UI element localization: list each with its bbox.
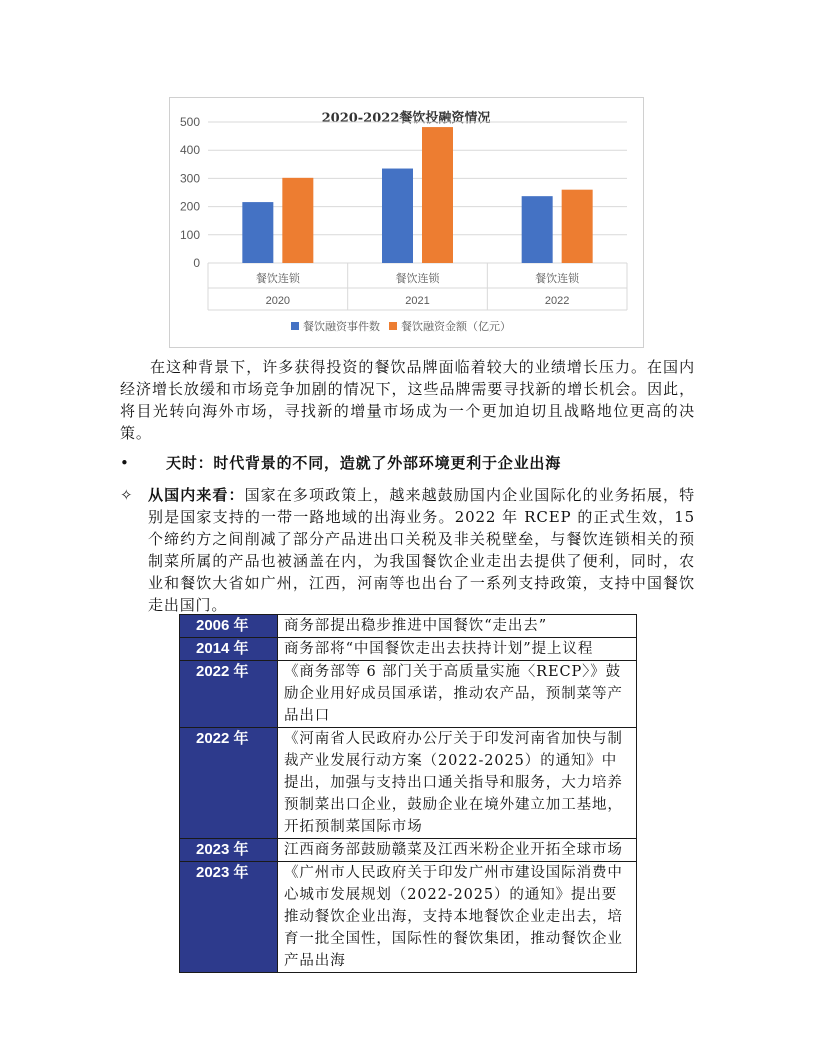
bar-events xyxy=(242,202,273,263)
investment-chart xyxy=(169,97,644,348)
policy-row xyxy=(180,638,637,661)
policy-row xyxy=(180,615,637,638)
policy-year: 2022 年 xyxy=(180,661,278,728)
policy-row xyxy=(180,862,637,973)
legend-label: 餐饮融资金额（亿元） xyxy=(401,320,511,333)
chart-svg xyxy=(170,98,643,347)
legend-swatch xyxy=(291,322,299,330)
x-group-label: 2021 xyxy=(405,295,430,307)
policy-year: 2023 年 xyxy=(180,862,278,973)
policy-row xyxy=(180,839,637,862)
y-tick-label: 400 xyxy=(179,143,200,158)
diamond-icon: ✧ xyxy=(120,486,133,504)
domestic-paragraph xyxy=(148,484,695,616)
y-tick-label: 200 xyxy=(179,199,200,214)
chart-title: 2020-2022餐饮投融资情况 xyxy=(321,111,491,126)
y-tick-label: 300 xyxy=(179,171,200,186)
bar-amount xyxy=(562,190,593,263)
x-group-label: 2020 xyxy=(265,295,291,307)
x-category-label: 餐饮连锁 xyxy=(395,272,440,285)
domestic-text: 国家在多项政策上，越来越鼓励国内企业国际化的业务拓展，特别是国家支持的一带一路地域的出海业务。2022 年 RCEP 的正式生效，15 个缔约方之间削减了部分产品进出口关税及非关税壁垒，与餐饮连锁相关的预制菜所属的产品也被涵盖在内，为我国餐饮企业走出去提供了便利，同时，农业和餐饮大省如广州，江西，河南等也出台了一系列支持政策，支持中国餐饮走出国门。 xyxy=(148,486,695,614)
bar-amount xyxy=(282,178,313,263)
policy-text: 《河南省人民政府办公厅关于印发河南省加快与制裁产业发展行动方案（2022-2025）的通知》中提出，加强与支持出口通关指导和服务，大力培养预制菜出口企业，鼓励企业在境外建立加工基地，开拓预制菜国际市场 xyxy=(278,728,637,839)
domestic-lead: 从国内来看： xyxy=(148,486,245,504)
policy-text: 商务部将“中国餐饮走出去扶持计划”提上议程 xyxy=(278,638,637,661)
context-paragraph: 在这种背景下，许多获得投资的餐饮品牌面临着较大的业绩增长压力。在国内经济增长放缓和市场竞争加剧的情况下，这些品牌需要寻找新的增长机会。因此，将目光转向海外市场，寻找新的增量市场成为一个更加迫切且战略地位更高的决策。 xyxy=(120,358,695,442)
policy-year: 2023 年 xyxy=(180,839,278,862)
policy-text: 商务部提出稳步推进中国餐饮“走出去” xyxy=(278,615,637,638)
x-group-label: 2022 xyxy=(544,295,570,307)
bar-events xyxy=(382,169,413,263)
x-category-label: 餐饮连锁 xyxy=(535,272,580,285)
legend-label: 餐饮融资事件数 xyxy=(303,320,380,333)
bar-events xyxy=(522,196,553,263)
policy-year: 2022 年 xyxy=(180,728,278,839)
x-category-label: 餐饮连锁 xyxy=(255,272,300,285)
policy-text: 《商务部等 6 部门关于高质量实施〈RECP〉》鼓励企业用好成员国承诺，推动农产品，预制菜等产品出口 xyxy=(278,661,637,728)
y-tick-label: 0 xyxy=(193,256,200,270)
y-tick-label: 500 xyxy=(179,115,200,129)
policy-year: 2014 年 xyxy=(180,638,278,661)
bar-amount xyxy=(422,127,453,263)
policy-table xyxy=(179,614,637,973)
section-heading: 天时：时代背景的不同，造就了外部环境更利于企业出海 xyxy=(166,454,562,472)
policy-text: 《广州市人民政府关于印发广州市建设国际消费中心城市发展规划（2022-2025）的通知》提出要推动餐饮企业出海，支持本地餐饮企业走出去，培育一批全国性，国际性的餐饮集团，推动餐饮企业产品出海 xyxy=(278,862,637,973)
policy-row xyxy=(180,661,637,728)
legend-swatch xyxy=(389,322,397,330)
y-tick-label: 100 xyxy=(179,227,200,242)
policy-year: 2006 年 xyxy=(180,615,278,638)
policy-row xyxy=(180,728,637,839)
bullet-dot: • xyxy=(120,454,129,472)
policy-text: 江西商务部鼓励赣菜及江西米粉企业开拓全球市场 xyxy=(278,839,637,862)
